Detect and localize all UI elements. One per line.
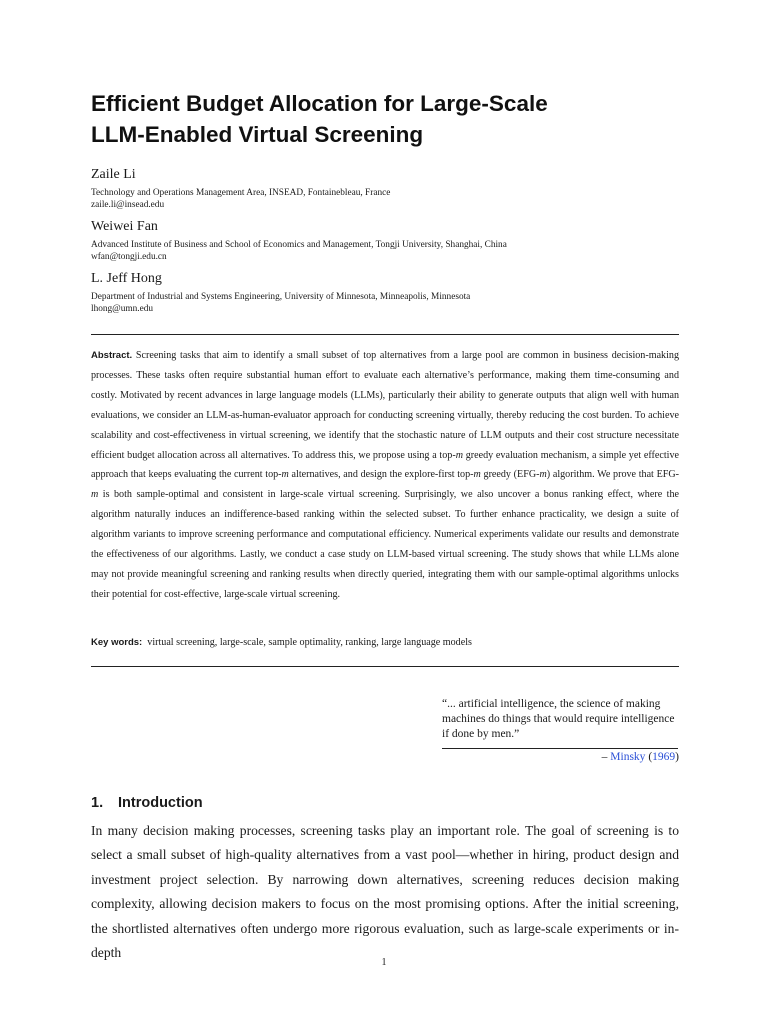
abstract — [91, 346, 679, 605]
author-affiliation: Advanced Institute of Business and School of Economics and Management, Tongji University, Shanghai, China — [91, 240, 507, 250]
author-name: Weiwei Fan — [91, 219, 158, 234]
abstract-text: greedy (EFG- — [480, 469, 540, 481]
author-list — [91, 166, 691, 322]
author-block — [91, 270, 691, 315]
citation-link-year[interactable]: 1969 — [652, 751, 676, 763]
author-email[interactable]: zaile.li@insead.edu — [91, 200, 165, 210]
abstract-math: m — [539, 469, 547, 481]
page-number: 1 — [381, 957, 387, 968]
author-affiliation: Department of Industrial and Systems Engineering, University of Minnesota, Minneapolis, Minnesota — [91, 292, 471, 302]
author-email[interactable]: lhong@umn.edu — [91, 304, 154, 314]
abstract-text: Screening tasks that aim to identify a small subset of top alternatives from a large pool are common in business decision-making processes. These tasks often require substantial human effort to evaluate each alternative’s performance, making them time-consuming and costly. Motivated by recent advances in large language models (LLMs), particularly their ability to generate outputs that align well with human evaluations, we consider an LLM-as-human-evaluator approach for conducting screening virtually, thereby reducing the cost burden. To achieve scalability and cost-effectiveness in virtual screening, we identify that the stochastic nature of LLM outputs and their cost structure necessitate efficient budget allocation across all alternatives. To address this, we propose using a top- — [91, 350, 679, 461]
title-line-2: LLM-Enabled Virtual Screening — [91, 122, 424, 147]
abstract-text: greedy evaluation mechanism, a simple yet effective approach that keeps evaluating the current top- — [91, 449, 679, 481]
author-name: L. Jeff Hong — [91, 271, 162, 286]
epigraph-paren: ( — [645, 751, 653, 763]
abstract-text: is both sample-optimal and consistent in large-scale virtual screening. Surprisingly, we also uncover a bonus ranking effect, where the algorithm naturally induces an indifference-based ranking within the selected subset. To further enhance practicality, we design a suite of algorithm variants to improve screening performance and computational efficiency. Numerical experiments validate our results and demonstrate the effectiveness of our algorithms. Lastly, we conduct a case study on LLM-based virtual screening. The study shows that while LLMs alone may not provide meaningful screening and ranking results when directly queried, integrating them with our sample-optimal algorithms unlocks their potential for cost-effective, large-scale virtual screening. — [91, 489, 679, 600]
introduction-paragraph: In many decision making processes, screening tasks play an important role. The goal of screening is to select a small subset of high-quality alternatives from a vast pool—whether in hiring, product design and investment project selection. By narrowing down alternatives, screening reduces decision making complexity, allowing decision makers to focus on the most promising options. After the initial screening, the shortlisted alternatives often undergo more rigorous evaluation, such as large-scale experiments or in-depth — [91, 823, 679, 961]
abstract-text: ) algorithm. We prove that EFG- — [546, 469, 679, 481]
epigraph — [442, 697, 679, 765]
epigraph-dash: – — [601, 751, 611, 763]
author-email[interactable]: wfan@tongji.edu.cn — [91, 252, 167, 262]
epigraph-quote: “... artificial intelligence, the science of making machines do things that would require intelligence if done by men.” — [442, 698, 675, 740]
abstract-math: m — [91, 489, 99, 501]
epigraph-paren: ) — [675, 751, 679, 763]
keywords — [91, 633, 679, 653]
paper-title — [91, 88, 691, 150]
abstract-label: Abstract. — [91, 350, 133, 361]
keywords-text: virtual screening, large-scale, sample optimality, ranking, large language models — [147, 637, 472, 648]
title-line-1: Efficient Budget Allocation for Large-Scale — [91, 91, 548, 116]
abstract-top-divider — [91, 334, 679, 335]
epigraph-divider — [442, 748, 678, 749]
abstract-math: m — [473, 469, 481, 481]
abstract-text: alternatives, and design the explore-first top- — [288, 469, 474, 481]
author-name: Zaile Li — [91, 167, 136, 182]
keywords-label: Key words: — [91, 637, 143, 648]
abstract-math: m — [455, 449, 463, 461]
abstract-bottom-divider — [91, 666, 679, 667]
author-block — [91, 218, 691, 263]
author-affiliation: Technology and Operations Management Area, INSEAD, Fontainebleau, France — [91, 188, 391, 198]
section-number: 1. — [91, 795, 104, 811]
section-title: Introduction — [118, 795, 203, 811]
epigraph-attribution — [442, 750, 679, 765]
citation-link-author[interactable]: Minsky — [610, 751, 646, 763]
abstract-math: m — [281, 469, 289, 481]
author-block — [91, 166, 691, 211]
section-heading-introduction — [91, 795, 203, 811]
